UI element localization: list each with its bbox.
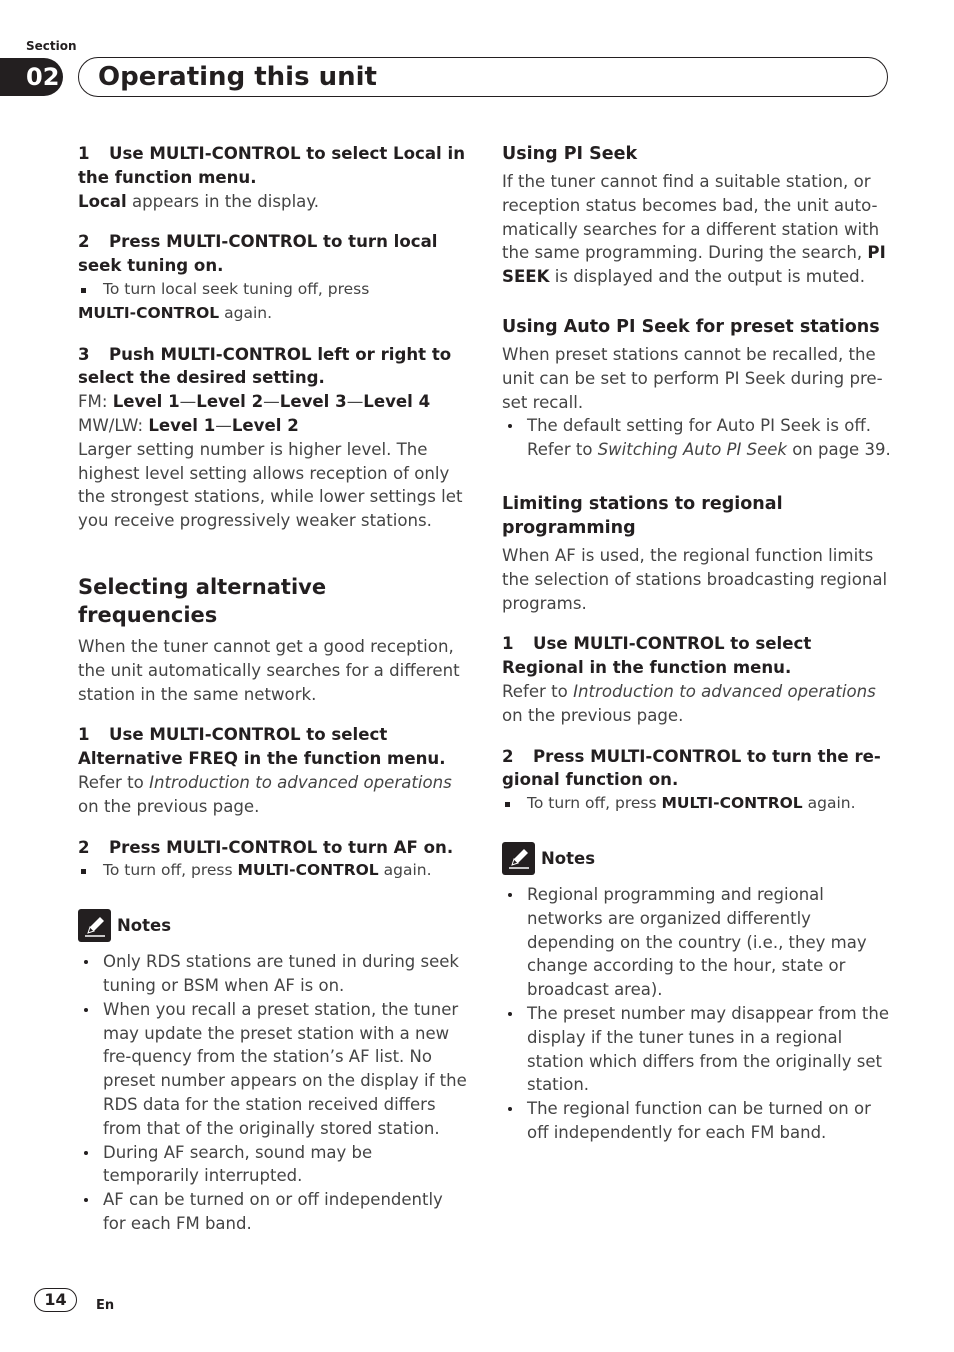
step-heading: 1 Use MULTI-CONTROL to select Alternative FREQ in the function menu. bbox=[78, 725, 446, 769]
regional-text: When AF is used, the regional function limits the selection of stations broadcasting regional programs. bbox=[502, 545, 888, 613]
bullet-item: The default setting for Auto PI Seek is off. Refer to Switching Auto PI Seek on page 39. bbox=[502, 414, 892, 462]
subsection-heading: Using Auto PI Seek for preset stations bbox=[502, 316, 880, 337]
notes-header bbox=[78, 909, 468, 942]
auto-pi-text: When preset stations cannot be recalled, the unit can be set to perform PI Seek during pre-set recall. bbox=[502, 344, 883, 412]
step-heading: 1 Use MULTI-CONTROL to select Local in the function menu. bbox=[78, 144, 466, 187]
note-item: The regional function can be turned on or off independently for each FM band. bbox=[502, 1097, 892, 1145]
square-note: To turn off, press MULTI-CONTROL again. bbox=[502, 792, 892, 816]
square-bullet-icon bbox=[81, 869, 86, 874]
step-heading: 2 Press MULTI-CONTROL to turn AF on. bbox=[78, 837, 454, 857]
step-heading: 2 Press MULTI-CONTROL to turn the re-gional function on. bbox=[502, 746, 881, 790]
square-bullet-icon bbox=[505, 802, 510, 807]
note-item: AF can be turned on or off independently for each FM band. bbox=[78, 1188, 468, 1236]
refer-text: Refer to Introduction to advanced operations on the previous page. bbox=[502, 681, 876, 725]
note-item: When you recall a preset station, the tuner may update the preset station with a new fre-quency from the station’s AF list. No preset number appears on the display if the RDS data for the station received differs from that of the originally stored station. bbox=[78, 998, 468, 1141]
step-heading: 2 Press MULTI-CONTROL to turn local seek tuning on. bbox=[78, 232, 438, 276]
notes-header bbox=[502, 842, 892, 875]
section-number-badge: 02 bbox=[0, 58, 63, 96]
refer-text: Refer to Introduction to advanced operations on the previous page. bbox=[78, 772, 452, 816]
page-number: 14 bbox=[34, 1288, 77, 1312]
section-heading: Selecting alternative frequencies bbox=[78, 574, 327, 627]
note-item: The preset number may disappear from the display if the tuner tunes in a regional station which differs from the originally set station. bbox=[502, 1002, 892, 1097]
note-item: Regional programming and regional networks are organized differently depending on the country (i.e., they may change according to the hour, state or broadcast area). bbox=[502, 883, 892, 1002]
auto-pi-list bbox=[502, 414, 892, 462]
notes-list bbox=[502, 883, 892, 1145]
square-note: To turn local seek tuning off, press bbox=[78, 278, 468, 302]
level-description: Larger setting number is higher level. The highest level setting allows reception of only the strongest stations, while lower settings let you receive progressively weaker stations. bbox=[78, 439, 463, 531]
note-item: During AF search, sound may be temporarily interrupted. bbox=[78, 1141, 468, 1189]
pencil-icon bbox=[78, 909, 111, 942]
step-heading: 1 Use MULTI-CONTROL to select Regional in the function menu. bbox=[502, 634, 812, 678]
square-bullet-icon bbox=[81, 288, 86, 293]
notes-label: Notes bbox=[117, 916, 172, 936]
section-intro: When the tuner cannot get a good reception, the unit automatically searches for a different station in the same network. bbox=[78, 636, 460, 704]
title-box bbox=[78, 57, 888, 97]
square-note-continued: MULTI-CONTROL again. bbox=[78, 303, 273, 322]
subsection-heading: Limiting stations to regional programming bbox=[502, 493, 783, 538]
note-item: Only RDS stations are tuned in during seek tuning or BSM when AF is on. bbox=[78, 950, 468, 998]
subsection-heading: Using PI Seek bbox=[502, 144, 638, 164]
language-label: En bbox=[96, 1298, 115, 1313]
fm-levels: FM: Level 1—Level 2—Level 3—Level 4 bbox=[78, 392, 431, 412]
right-column bbox=[502, 142, 892, 1145]
pi-seek-text: If the tuner cannot find a suitable station, or reception status becomes bad, the unit auto-matically searches for a different station with the same programming. During the search, PI SEEK is displayed and the output is muted. bbox=[502, 172, 886, 287]
step-detail: Local appears in the display. bbox=[78, 191, 320, 211]
left-column bbox=[78, 142, 468, 1236]
square-note: To turn off, press MULTI-CONTROL again. bbox=[78, 859, 468, 883]
mw-levels: MW/LW: Level 1—Level 2 bbox=[78, 415, 299, 435]
notes-label: Notes bbox=[541, 848, 596, 868]
step-heading: 3 Push MULTI-CONTROL left or right to select the desired setting. bbox=[78, 344, 452, 388]
notes-list bbox=[78, 950, 468, 1236]
pencil-icon bbox=[502, 842, 535, 875]
section-label: Section bbox=[26, 39, 77, 53]
page-title: Operating this unit bbox=[98, 62, 377, 92]
